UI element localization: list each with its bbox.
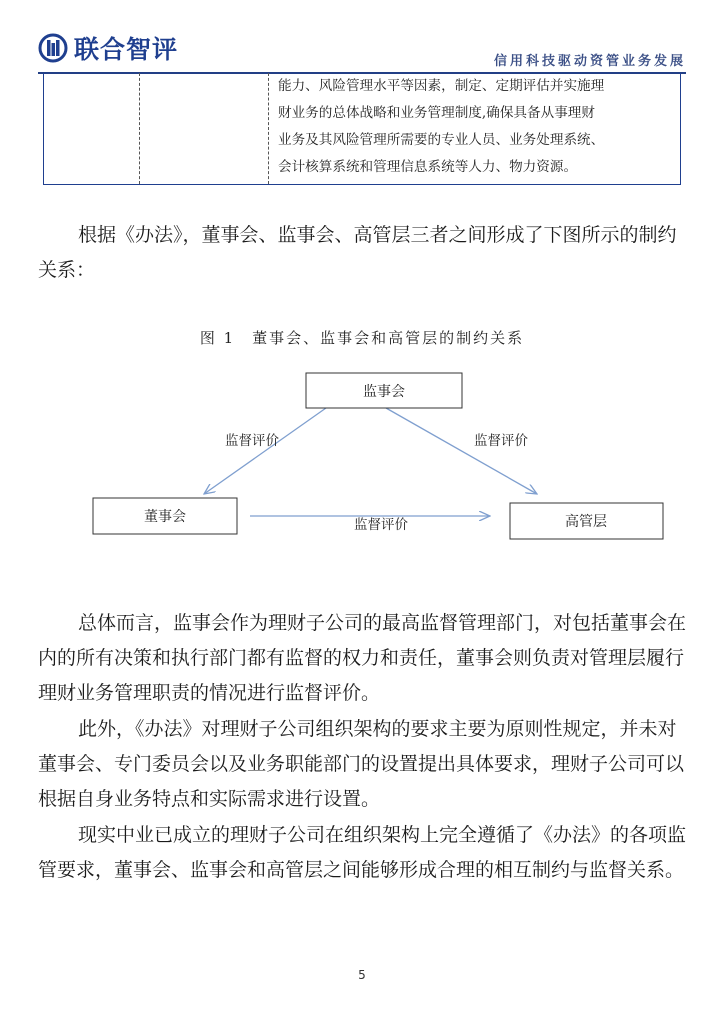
body-paragraph: 现实中业已成立的理财子公司在组织架构上完全遵循了《办法》的各项监管要求，董事会、监事会和高管层之间能够形成合理的相互制约与监督关系。 [38, 824, 687, 881]
company-logo [38, 30, 178, 66]
table-cell-line: 财业务的总体战略和业务管理制度,确保具备从事理财 [278, 105, 595, 121]
node-supervisory-board-label: 监事会 [363, 384, 405, 400]
page-header [0, 0, 724, 78]
table-cell-line: 会计核算系统和管理信息系统等人力、物力资源。 [278, 159, 578, 175]
table-cell-text [278, 73, 674, 181]
edge-label-bottom: 监督评价 [354, 517, 408, 533]
edge-label-right: 监督评价 [474, 433, 528, 449]
edge-label-left: 监督评价 [225, 433, 279, 449]
relationship-diagram [0, 360, 724, 560]
body-paragraph: 总体而言，监事会作为理财子公司的最高监督管理部门，对包括董事会在内的所有决策和执行部门都有监督的权力和责任，董事会则负责对管理层履行理财业务管理职责的情况进行监督评价。 [38, 612, 687, 704]
node-senior-management [510, 503, 663, 539]
logo-text: 联合智评 [74, 35, 179, 64]
page-number: 5 [358, 968, 366, 982]
body-paragraph: 此外，《办法》对理财子公司组织架构的要求主要为原则性规定，并未对董事会、专门委员会以及业务职能部门的设置提出具体要求，理财子公司可以根据自身业务特点和实际需求进行设置。 [38, 718, 685, 810]
edge-line-right [386, 408, 537, 494]
figure-title: 图 1 董事会、监事会和高管层的制约关系 [199, 329, 525, 347]
logo-mark-icon [38, 31, 68, 65]
intro-paragraph: 根据《办法》，董事会、监事会、高管层三者之间形成了下图所示的制约关系： [38, 224, 677, 281]
header-tagline: 信用科技驱动资管业务发展 [493, 54, 686, 69]
node-senior-management-label: 高管层 [565, 514, 607, 530]
table-fragment [43, 73, 681, 185]
node-supervisory-board [306, 373, 462, 408]
table-column-divider [268, 73, 269, 184]
table-cell-line: 能力、风险管理水平等因素，制定、定期评估并实施理 [278, 78, 605, 94]
table-column-divider [139, 73, 140, 184]
node-board [93, 498, 237, 534]
edge-line-left [204, 408, 326, 494]
table-cell-line: 业务及其风险管理所需要的专业人员、业务处理系统、 [278, 132, 605, 148]
node-board-label: 董事会 [144, 509, 186, 525]
